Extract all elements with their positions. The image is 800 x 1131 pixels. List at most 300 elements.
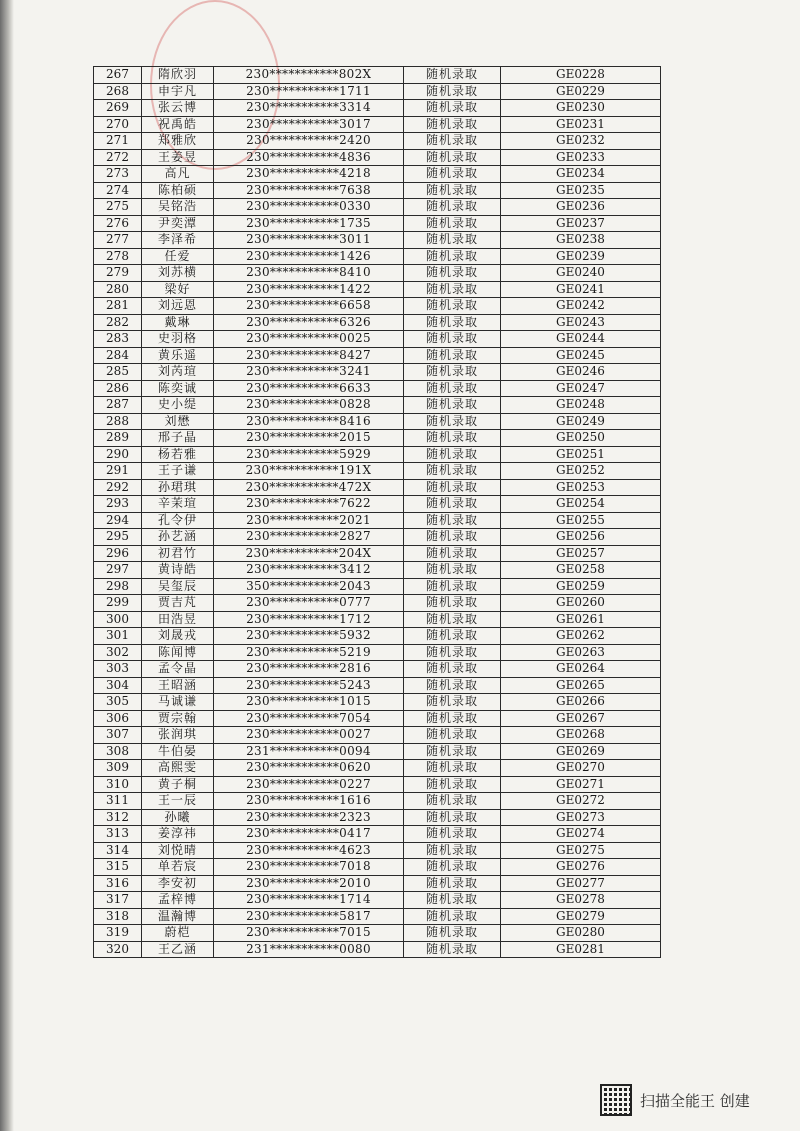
- admission-code: GE0275: [501, 842, 661, 859]
- student-name: 初君竹: [142, 545, 214, 562]
- admission-code: GE0273: [501, 809, 661, 826]
- admission-code: GE0271: [501, 776, 661, 793]
- admission-code: GE0231: [501, 116, 661, 133]
- student-name: 孙珺琪: [142, 479, 214, 496]
- id-number: 230***********8416: [214, 413, 404, 430]
- student-name: 吴玺辰: [142, 578, 214, 595]
- admission-code: GE0280: [501, 925, 661, 942]
- student-name: 王昭涵: [142, 677, 214, 694]
- table-row: [94, 116, 661, 133]
- admission-method: 随机录取: [404, 331, 501, 348]
- id-number: 230***********5817: [214, 908, 404, 925]
- admission-method: 随机录取: [404, 892, 501, 909]
- admission-method: 随机录取: [404, 908, 501, 925]
- admission-code: GE0259: [501, 578, 661, 595]
- table-row: [94, 512, 661, 529]
- student-name: 郑雅欣: [142, 133, 214, 150]
- row-number: 317: [94, 892, 142, 909]
- table-row: [94, 67, 661, 84]
- admission-code: GE0243: [501, 314, 661, 331]
- table-row: [94, 941, 661, 958]
- id-number: 230***********1422: [214, 281, 404, 298]
- admission-method: 随机录取: [404, 941, 501, 958]
- student-name: 陈奕诚: [142, 380, 214, 397]
- id-number: 230***********1711: [214, 83, 404, 100]
- table-row: [94, 347, 661, 364]
- student-name: 贾宗翰: [142, 710, 214, 727]
- admission-method: 随机录取: [404, 298, 501, 315]
- admission-code: GE0265: [501, 677, 661, 694]
- admission-code: GE0278: [501, 892, 661, 909]
- table-row: [94, 793, 661, 810]
- row-number: 277: [94, 232, 142, 249]
- row-number: 283: [94, 331, 142, 348]
- row-number: 274: [94, 182, 142, 199]
- row-number: 268: [94, 83, 142, 100]
- admission-table-body: [94, 67, 661, 958]
- row-number: 304: [94, 677, 142, 694]
- admission-method: 随机录取: [404, 215, 501, 232]
- student-name: 田浩昱: [142, 611, 214, 628]
- row-number: 314: [94, 842, 142, 859]
- student-name: 吴铭浩: [142, 199, 214, 216]
- table-row: [94, 149, 661, 166]
- admission-code: GE0261: [501, 611, 661, 628]
- id-number: 231***********0080: [214, 941, 404, 958]
- admission-method: 随机录取: [404, 859, 501, 876]
- row-number: 288: [94, 413, 142, 430]
- student-name: 刘晟戎: [142, 628, 214, 645]
- id-number: 230***********7018: [214, 859, 404, 876]
- id-number: 230***********2010: [214, 875, 404, 892]
- id-number: 230***********5932: [214, 628, 404, 645]
- admission-code: GE0232: [501, 133, 661, 150]
- table-row: [94, 199, 661, 216]
- row-number: 309: [94, 760, 142, 777]
- admission-code: GE0246: [501, 364, 661, 381]
- admission-method: 随机录取: [404, 397, 501, 414]
- id-number: 230***********1735: [214, 215, 404, 232]
- admission-code: GE0276: [501, 859, 661, 876]
- id-number: 230***********0417: [214, 826, 404, 843]
- student-name: 单若宸: [142, 859, 214, 876]
- student-name: 黄诗皓: [142, 562, 214, 579]
- admission-method: 随机录取: [404, 793, 501, 810]
- admission-code: GE0235: [501, 182, 661, 199]
- row-number: 287: [94, 397, 142, 414]
- row-number: 301: [94, 628, 142, 645]
- row-number: 280: [94, 281, 142, 298]
- admission-code: GE0256: [501, 529, 661, 546]
- table-row: [94, 430, 661, 447]
- student-name: 李泽希: [142, 232, 214, 249]
- id-number: 230***********4836: [214, 149, 404, 166]
- admission-code: GE0244: [501, 331, 661, 348]
- admission-method: 随机录取: [404, 133, 501, 150]
- admission-code: GE0236: [501, 199, 661, 216]
- student-name: 隋欣羽: [142, 67, 214, 84]
- admission-method: 随机录取: [404, 380, 501, 397]
- admission-method: 随机录取: [404, 364, 501, 381]
- admission-code: GE0254: [501, 496, 661, 513]
- table-row: [94, 578, 661, 595]
- admission-code: GE0233: [501, 149, 661, 166]
- table-row: [94, 331, 661, 348]
- admission-method: 随机录取: [404, 595, 501, 612]
- id-number: 230***********1712: [214, 611, 404, 628]
- student-name: 黄乐遥: [142, 347, 214, 364]
- table-row: [94, 529, 661, 546]
- id-number: 350***********2043: [214, 578, 404, 595]
- admission-code: GE0228: [501, 67, 661, 84]
- id-number: 230***********5243: [214, 677, 404, 694]
- table-row: [94, 314, 661, 331]
- student-name: 高凡: [142, 166, 214, 183]
- row-number: 270: [94, 116, 142, 133]
- id-number: 230***********3314: [214, 100, 404, 117]
- table-row: [94, 364, 661, 381]
- admission-method: 随机录取: [404, 199, 501, 216]
- row-number: 272: [94, 149, 142, 166]
- admission-code: GE0237: [501, 215, 661, 232]
- admission-method: 随机录取: [404, 116, 501, 133]
- id-number: 230***********2420: [214, 133, 404, 150]
- id-number: 230***********0227: [214, 776, 404, 793]
- table-row: [94, 182, 661, 199]
- student-name: 孙艺涵: [142, 529, 214, 546]
- student-name: 史小缇: [142, 397, 214, 414]
- row-number: 296: [94, 545, 142, 562]
- page-edge-shadow: [0, 0, 14, 1131]
- student-name: 邢子晶: [142, 430, 214, 447]
- id-number: 230***********802X: [214, 67, 404, 84]
- student-name: 王姜昱: [142, 149, 214, 166]
- admission-method: 随机录取: [404, 875, 501, 892]
- id-number: 230***********472X: [214, 479, 404, 496]
- id-number: 230***********204X: [214, 545, 404, 562]
- id-number: 230***********1015: [214, 694, 404, 711]
- table-row: [94, 595, 661, 612]
- admission-code: GE0251: [501, 446, 661, 463]
- id-number: 230***********0025: [214, 331, 404, 348]
- row-number: 303: [94, 661, 142, 678]
- admission-code: GE0248: [501, 397, 661, 414]
- admission-code: GE0245: [501, 347, 661, 364]
- admission-method: 随机录取: [404, 67, 501, 84]
- id-number: 230***********3241: [214, 364, 404, 381]
- admission-code: GE0281: [501, 941, 661, 958]
- id-number: 230***********6658: [214, 298, 404, 315]
- id-number: 230***********0620: [214, 760, 404, 777]
- table-row: [94, 83, 661, 100]
- admission-method: 随机录取: [404, 512, 501, 529]
- row-number: 289: [94, 430, 142, 447]
- id-number: 230***********4218: [214, 166, 404, 183]
- admission-table: [93, 66, 661, 958]
- watermark-text: 扫描全能王 创建: [640, 1091, 750, 1110]
- admission-method: 随机录取: [404, 644, 501, 661]
- admission-method: 随机录取: [404, 578, 501, 595]
- id-number: 230***********3017: [214, 116, 404, 133]
- student-name: 王子谦: [142, 463, 214, 480]
- admission-method: 随机录取: [404, 248, 501, 265]
- table-row: [94, 875, 661, 892]
- admission-code: GE0257: [501, 545, 661, 562]
- row-number: 294: [94, 512, 142, 529]
- table-row: [94, 908, 661, 925]
- student-name: 申宇凡: [142, 83, 214, 100]
- table-row: [94, 100, 661, 117]
- table-row: [94, 463, 661, 480]
- student-name: 刘苏横: [142, 265, 214, 282]
- table-row: [94, 397, 661, 414]
- student-name: 高熙雯: [142, 760, 214, 777]
- row-number: 285: [94, 364, 142, 381]
- row-number: 316: [94, 875, 142, 892]
- admission-code: GE0242: [501, 298, 661, 315]
- admission-code: GE0266: [501, 694, 661, 711]
- row-number: 269: [94, 100, 142, 117]
- row-number: 299: [94, 595, 142, 612]
- row-number: 284: [94, 347, 142, 364]
- student-name: 张润琪: [142, 727, 214, 744]
- admission-method: 随机录取: [404, 446, 501, 463]
- admission-code: GE0250: [501, 430, 661, 447]
- id-number: 230***********2827: [214, 529, 404, 546]
- student-name: 陈柏硕: [142, 182, 214, 199]
- table-row: [94, 892, 661, 909]
- table-row: [94, 776, 661, 793]
- table-row: [94, 446, 661, 463]
- admission-code: GE0247: [501, 380, 661, 397]
- id-number: 230***********8410: [214, 265, 404, 282]
- row-number: 305: [94, 694, 142, 711]
- row-number: 312: [94, 809, 142, 826]
- admission-method: 随机录取: [404, 677, 501, 694]
- row-number: 273: [94, 166, 142, 183]
- table-row: [94, 644, 661, 661]
- id-number: 230***********3011: [214, 232, 404, 249]
- row-number: 293: [94, 496, 142, 513]
- student-name: 姜淳祎: [142, 826, 214, 843]
- row-number: 319: [94, 925, 142, 942]
- admission-method: 随机录取: [404, 727, 501, 744]
- admission-method: 随机录取: [404, 413, 501, 430]
- admission-method: 随机录取: [404, 529, 501, 546]
- admission-code: GE0263: [501, 644, 661, 661]
- student-name: 黄子桐: [142, 776, 214, 793]
- table-row: [94, 727, 661, 744]
- table-row: [94, 611, 661, 628]
- admission-method: 随机录取: [404, 100, 501, 117]
- admission-method: 随机录取: [404, 661, 501, 678]
- student-name: 杨若雅: [142, 446, 214, 463]
- admission-method: 随机录取: [404, 265, 501, 282]
- admission-method: 随机录取: [404, 479, 501, 496]
- row-number: 308: [94, 743, 142, 760]
- id-number: 230***********5929: [214, 446, 404, 463]
- row-number: 311: [94, 793, 142, 810]
- admission-method: 随机录取: [404, 232, 501, 249]
- admission-method: 随机录取: [404, 463, 501, 480]
- row-number: 291: [94, 463, 142, 480]
- admission-code: GE0238: [501, 232, 661, 249]
- admission-code: GE0240: [501, 265, 661, 282]
- admission-method: 随机录取: [404, 776, 501, 793]
- student-name: 孟梓博: [142, 892, 214, 909]
- student-name: 李安初: [142, 875, 214, 892]
- id-number: 230***********4623: [214, 842, 404, 859]
- admission-code: GE0241: [501, 281, 661, 298]
- admission-code: GE0258: [501, 562, 661, 579]
- table-row: [94, 265, 661, 282]
- admission-method: 随机录取: [404, 760, 501, 777]
- student-name: 孙曦: [142, 809, 214, 826]
- row-number: 282: [94, 314, 142, 331]
- admission-method: 随机录取: [404, 545, 501, 562]
- row-number: 313: [94, 826, 142, 843]
- table-row: [94, 628, 661, 645]
- admission-method: 随机录取: [404, 743, 501, 760]
- table-row: [94, 133, 661, 150]
- row-number: 281: [94, 298, 142, 315]
- camscanner-watermark: [600, 1083, 750, 1117]
- admission-code: GE0270: [501, 760, 661, 777]
- row-number: 278: [94, 248, 142, 265]
- admission-code: GE0230: [501, 100, 661, 117]
- row-number: 292: [94, 479, 142, 496]
- admission-code: GE0269: [501, 743, 661, 760]
- student-name: 刘芮瑄: [142, 364, 214, 381]
- id-number: 230***********0330: [214, 199, 404, 216]
- student-name: 尹奕潭: [142, 215, 214, 232]
- table-row: [94, 694, 661, 711]
- admission-method: 随机录取: [404, 83, 501, 100]
- admission-method: 随机录取: [404, 826, 501, 843]
- admission-code: GE0262: [501, 628, 661, 645]
- admission-method: 随机录取: [404, 314, 501, 331]
- admission-code: GE0277: [501, 875, 661, 892]
- admission-code: GE0255: [501, 512, 661, 529]
- row-number: 267: [94, 67, 142, 84]
- id-number: 230***********2323: [214, 809, 404, 826]
- admission-method: 随机录取: [404, 925, 501, 942]
- student-name: 任爱: [142, 248, 214, 265]
- admission-method: 随机录取: [404, 611, 501, 628]
- row-number: 276: [94, 215, 142, 232]
- admission-method: 随机录取: [404, 694, 501, 711]
- id-number: 230***********191X: [214, 463, 404, 480]
- student-name: 梁好: [142, 281, 214, 298]
- id-number: 230***********2015: [214, 430, 404, 447]
- table-row: [94, 496, 661, 513]
- admission-method: 随机录取: [404, 166, 501, 183]
- admission-method: 随机录取: [404, 628, 501, 645]
- admission-method: 随机录取: [404, 496, 501, 513]
- row-number: 307: [94, 727, 142, 744]
- id-number: 230***********3412: [214, 562, 404, 579]
- admission-code: GE0279: [501, 908, 661, 925]
- student-name: 马诚谦: [142, 694, 214, 711]
- admission-method: 随机录取: [404, 182, 501, 199]
- table-row: [94, 760, 661, 777]
- admission-method: 随机录取: [404, 842, 501, 859]
- student-name: 牛伯晏: [142, 743, 214, 760]
- row-number: 279: [94, 265, 142, 282]
- student-name: 刘懋: [142, 413, 214, 430]
- student-name: 史羽格: [142, 331, 214, 348]
- student-name: 戴琳: [142, 314, 214, 331]
- row-number: 297: [94, 562, 142, 579]
- admission-code: GE0274: [501, 826, 661, 843]
- admission-method: 随机录取: [404, 281, 501, 298]
- student-name: 孔令伊: [142, 512, 214, 529]
- id-number: 230***********7054: [214, 710, 404, 727]
- table-row: [94, 826, 661, 843]
- row-number: 271: [94, 133, 142, 150]
- admission-code: GE0234: [501, 166, 661, 183]
- table-row: [94, 809, 661, 826]
- id-number: 230***********1714: [214, 892, 404, 909]
- admission-code: GE0267: [501, 710, 661, 727]
- admission-code: GE0229: [501, 83, 661, 100]
- id-number: 230***********6326: [214, 314, 404, 331]
- row-number: 318: [94, 908, 142, 925]
- row-number: 275: [94, 199, 142, 216]
- table-row: [94, 562, 661, 579]
- admission-code: GE0260: [501, 595, 661, 612]
- table-row: [94, 298, 661, 315]
- table-row: [94, 743, 661, 760]
- admission-method: 随机录取: [404, 430, 501, 447]
- admission-code: GE0272: [501, 793, 661, 810]
- id-number: 230***********8427: [214, 347, 404, 364]
- student-name: 刘悦晴: [142, 842, 214, 859]
- id-number: 230***********2021: [214, 512, 404, 529]
- id-number: 230***********0777: [214, 595, 404, 612]
- row-number: 320: [94, 941, 142, 958]
- row-number: 298: [94, 578, 142, 595]
- row-number: 300: [94, 611, 142, 628]
- id-number: 230***********7638: [214, 182, 404, 199]
- table-row: [94, 661, 661, 678]
- admission-code: GE0239: [501, 248, 661, 265]
- table-row: [94, 842, 661, 859]
- id-number: 231***********0094: [214, 743, 404, 760]
- admission-code: GE0249: [501, 413, 661, 430]
- student-name: 祝禹皓: [142, 116, 214, 133]
- id-number: 230***********2816: [214, 661, 404, 678]
- table-row: [94, 710, 661, 727]
- admission-method: 随机录取: [404, 710, 501, 727]
- table-row: [94, 925, 661, 942]
- table-row: [94, 380, 661, 397]
- admission-code: GE0253: [501, 479, 661, 496]
- student-name: 孟令晶: [142, 661, 214, 678]
- student-name: 王一辰: [142, 793, 214, 810]
- row-number: 306: [94, 710, 142, 727]
- admission-code: GE0264: [501, 661, 661, 678]
- row-number: 286: [94, 380, 142, 397]
- student-name: 辛茉瑄: [142, 496, 214, 513]
- student-name: 蔚桤: [142, 925, 214, 942]
- id-number: 230***********1426: [214, 248, 404, 265]
- row-number: 290: [94, 446, 142, 463]
- row-number: 295: [94, 529, 142, 546]
- id-number: 230***********6633: [214, 380, 404, 397]
- admission-method: 随机录取: [404, 809, 501, 826]
- student-name: 温瀚博: [142, 908, 214, 925]
